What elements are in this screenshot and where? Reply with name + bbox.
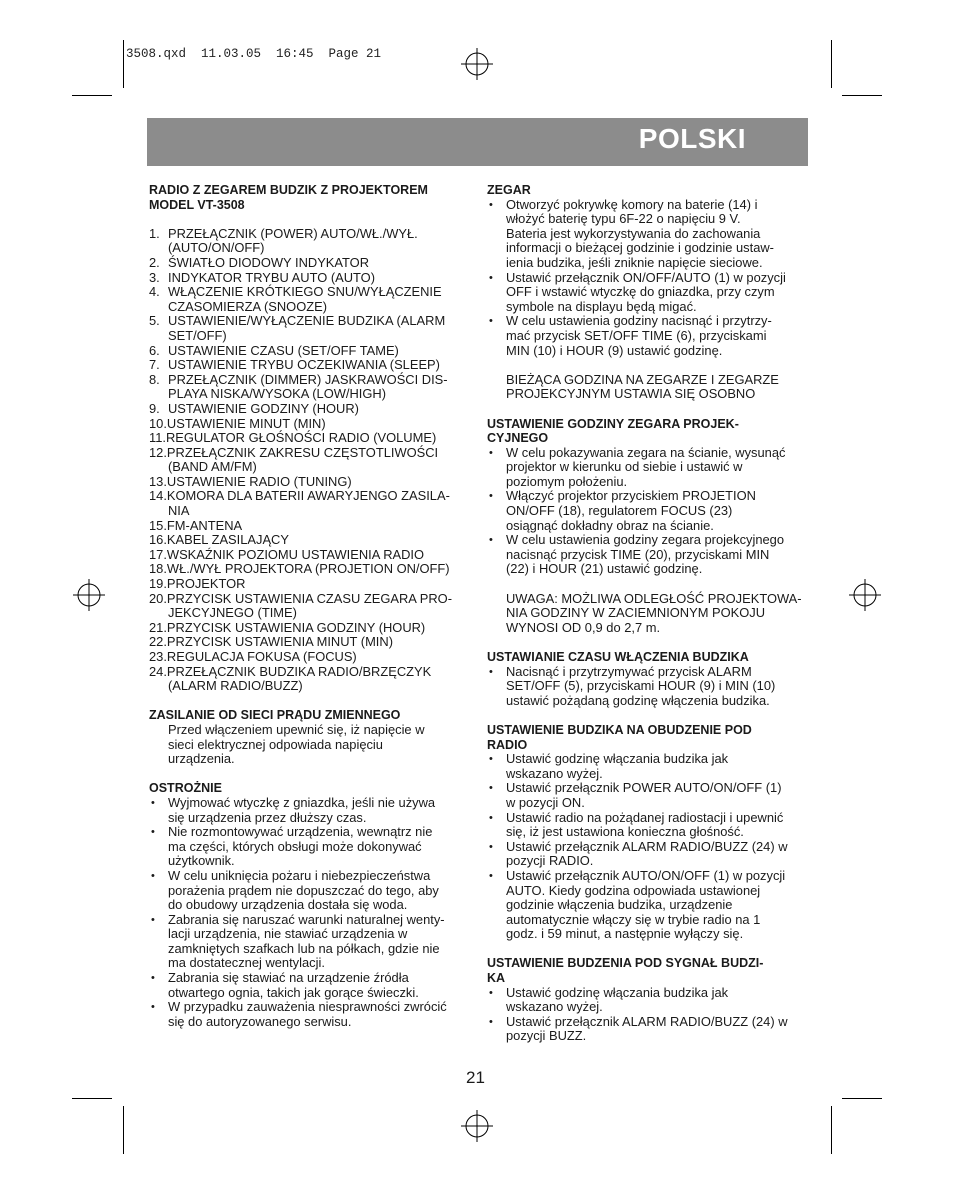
bullet-item: [487, 446, 807, 490]
bullet-item: [149, 1000, 467, 1029]
bullet-icon: •: [151, 913, 155, 926]
parts-item-text: PLAYA NISKA/WYSOKA (LOW/HIGH): [168, 386, 386, 402]
parts-list-item: [149, 489, 467, 518]
bullet-item: [149, 796, 467, 825]
bullet-item: [487, 533, 807, 577]
bullet-icon: •: [489, 271, 493, 284]
bullet-text: godz. i 59 minut, a następnie wyłączy się.: [506, 926, 744, 942]
section-heading: [487, 956, 807, 985]
bullet-text: porażenia prądem nie dopuszczać do tego, aby: [168, 882, 439, 898]
parts-list-item: [149, 548, 467, 563]
parts-item-text: ŚWIATŁO DIODOWY INDYKATOR: [168, 254, 370, 270]
bullet-text: projektor w kierunku od siebie i ustawić w: [506, 459, 743, 475]
bullet-item: [487, 314, 807, 358]
clock-note-text: BIEŻĄCA GODZINA NA ZEGARZE I ZEGARZE: [506, 371, 779, 387]
parts-list-item: [149, 256, 467, 271]
parts-list-item: [149, 533, 467, 548]
bullet-text: Ustawić przełącznik AUTO/ON/OFF (1) w pozycji: [506, 867, 786, 883]
crop-mark: [72, 95, 112, 96]
parts-item-text: 17.WSKAŹNIK POZIOMU USTAWIENIA RADIO: [149, 546, 425, 562]
parts-item-text: SET/OFF): [168, 327, 227, 343]
bullet-item: [487, 1015, 807, 1044]
bullet-text: symbole na displayu będą migać.: [506, 298, 697, 314]
parts-list-item: [149, 373, 467, 402]
parts-list-item: [149, 344, 467, 359]
bullet-text: W celu uniknięcia pożaru i niebezpieczeństwa: [168, 867, 431, 883]
parts-item-number: 8.: [149, 371, 160, 387]
parts-item-number: 4.: [149, 284, 160, 300]
bullet-text: wskazano wyżej.: [506, 765, 603, 781]
bullet-text: w pozycji ON.: [506, 794, 585, 810]
parts-list-item: [149, 417, 467, 432]
bullet-icon: •: [489, 1015, 493, 1028]
parts-item-text: 12.PRZEŁĄCZNIK ZAKRESU CZĘSTOTLIWOŚCI: [149, 444, 439, 460]
crop-mark: [123, 1106, 124, 1154]
crop-mark: [72, 1098, 112, 1099]
crop-mark: [842, 95, 882, 96]
bullet-text: W celu pokazywania zegara na ścianie, wysunąć: [506, 444, 786, 460]
bullet-item: [487, 869, 807, 942]
bullet-text: AUTO. Kiedy godzina odpowiada ustawionej: [506, 882, 761, 898]
bullet-icon: •: [489, 869, 493, 882]
bullet-text: pozycji BUZZ.: [506, 1028, 587, 1044]
parts-item-text: 10.USTAWIENIE MINUT (MIN): [149, 415, 326, 431]
bullet-text: Nie rozmontowywać urządzenia, wewnątrz nie: [168, 824, 433, 840]
section-heading: USTAWIANIE CZASU WŁĄCZENIA BUDZIKA: [487, 650, 749, 664]
projection-list: [487, 446, 807, 577]
registration-mark-icon: [461, 48, 493, 80]
parts-list-item: [149, 446, 467, 475]
bullet-text: poziomym położeniu.: [506, 473, 628, 489]
bullet-text: ustawić pożądaną godzinę włączenia budzika.: [506, 692, 770, 708]
parts-item-text: 18.WŁ./WYŁ PROJEKTORA (PROJETION ON/OFF): [149, 561, 450, 577]
bullet-text: wskazano wyżej.: [506, 999, 603, 1015]
bullet-icon: •: [151, 972, 155, 985]
bullet-text: się, iż jest ustawiona konieczna głośność.: [506, 824, 744, 840]
bullet-text: Włączyć projektor przyciskiem PROJETION: [506, 488, 756, 504]
parts-list-item: [149, 285, 467, 314]
bullet-text: nacisnąć przycisk TIME (20), przyciskami MIN: [506, 546, 770, 562]
radio-alarm-list: [487, 752, 807, 942]
left-column: [149, 183, 467, 1029]
alarm-list: [487, 665, 807, 709]
bullet-item: [487, 811, 807, 840]
bullet-item: [487, 840, 807, 869]
bullet-text: informacji o bieżącej godzinie i godzinie ustaw-: [506, 240, 774, 256]
parts-item-text: USTAWIENIE TRYBU OCZEKIWANIA (SLEEP): [168, 357, 440, 373]
bullet-text: godzinie włączenia budzika, urządzenie: [506, 897, 733, 913]
parts-item-text: PRZEŁĄCZNIK (DIMMER) JASKRAWOŚCI DIS-: [168, 371, 448, 387]
bullet-icon: •: [489, 446, 493, 459]
bullet-icon: •: [489, 665, 493, 678]
crop-mark: [123, 40, 124, 88]
product-title: RADIO Z ZEGAREM BUDZIK Z PROJEKTOREM: [149, 183, 428, 197]
parts-item-text: NIA: [168, 503, 190, 519]
parts-item-text: INDYKATOR TRYBU AUTO (AUTO): [168, 269, 376, 285]
parts-item-text: (BAND AM/FM): [168, 459, 257, 475]
parts-item-text: 15.FM-ANTENA: [149, 517, 243, 533]
bullet-text: do obudowy urządzenia dostała się woda.: [168, 897, 408, 913]
bullet-text: Ustawić przełącznik ALARM RADIO/BUZZ (24) w: [506, 1013, 788, 1029]
bullet-text: Ustawić przełącznik POWER AUTO/ON/OFF (1): [506, 780, 782, 796]
clock-note: [487, 373, 807, 402]
parts-list-item: [149, 621, 467, 636]
heading-line: RADIO: [487, 737, 528, 752]
parts-list-item: [149, 635, 467, 650]
bullet-text: Wyjmować wtyczkę z gniazdka, jeśli nie używa: [168, 794, 436, 810]
bullet-text: (22) i HOUR (21) ustawić godzinę.: [506, 561, 703, 577]
bullet-item: [149, 913, 467, 971]
registration-mark-icon: [73, 579, 105, 611]
power-note-text: sieci elektrycznej odpowiada napięciu: [168, 736, 383, 752]
bullet-text: automatycznie włączy się w trybie radio na 1: [506, 911, 761, 927]
parts-item-text: 23.REGULACJA FOKUSA (FOCUS): [149, 649, 357, 664]
parts-list-item: [149, 562, 467, 577]
bullet-text: pozycji RADIO.: [506, 853, 594, 869]
bullet-icon: •: [489, 534, 493, 547]
bullet-icon: •: [489, 986, 493, 999]
bullet-text: Zabrania się naruszać warunki naturalnej wenty-: [168, 911, 445, 927]
crop-mark: [831, 40, 832, 88]
bullet-icon: •: [151, 796, 155, 809]
bullet-text: Ustawić przełącznik ON/OFF/AUTO (1) w pozycji: [506, 269, 786, 285]
bullet-text: ma dostatecznej wentylacji.: [168, 955, 325, 971]
bullet-text: osiągnąć dokładny obraz na ścianie.: [506, 517, 714, 533]
section-heading: [487, 417, 807, 446]
parts-item-text: 14.KOMORA DLA BATERII AWARYJENGO ZASILA-: [149, 488, 450, 504]
parts-item-number: 9.: [149, 400, 160, 416]
parts-list-item: [149, 475, 467, 490]
parts-item-text: (ALARM RADIO/BUZZ): [168, 678, 303, 694]
parts-item-text: (AUTO/ON/OFF): [168, 240, 265, 256]
bullet-text: otwartego ognia, takich jak gorące świeczki.: [168, 984, 419, 1000]
crop-mark: [842, 1098, 882, 1099]
registration-mark-icon: [461, 1110, 493, 1142]
parts-item-text: 21.PRZYCISK USTAWIENIA GODZINY (HOUR): [149, 619, 426, 635]
bullet-text: Bateria jest wykorzystywania do zachowania: [506, 225, 761, 241]
bullet-text: Otworzyć pokrywkę komory na baterie (14) i: [506, 196, 758, 212]
projection-note: [487, 592, 807, 636]
right-column: [487, 183, 807, 1044]
parts-item-text: USTAWIENIE CZASU (SET/OFF TAME): [168, 342, 399, 358]
bullet-item: [487, 986, 807, 1015]
bullet-icon: •: [489, 315, 493, 328]
banner-title: POLSKI: [638, 123, 746, 154]
parts-list-item: [149, 271, 467, 286]
bullet-text: się do autoryzowanego serwisu.: [168, 1013, 352, 1029]
print-slug: 3508.qxd 11.03.05 16:45 Page 21: [126, 47, 382, 61]
caution-list: [149, 796, 467, 1030]
bullet-item: [487, 271, 807, 315]
registration-mark-icon: [849, 579, 881, 611]
parts-list-item: [149, 358, 467, 373]
parts-list-item: [149, 431, 467, 446]
section-heading: OSTROŻNIE: [149, 781, 222, 796]
bullet-text: MIN (10) i HOUR (9) ustawić godzinę.: [506, 342, 723, 358]
bullet-text: ON/OFF (18), regulatorem FOCUS (23): [506, 503, 733, 519]
bullet-text: mać przycisk SET/OFF TIME (6), przyciskami: [506, 327, 767, 343]
bullet-icon: •: [489, 753, 493, 766]
bullet-item: [487, 489, 807, 533]
parts-list-item: [149, 227, 467, 256]
parts-item-number: 3.: [149, 269, 160, 285]
projection-note-text: NIA GODZINY W ZACIEMNIONYM POKOJU: [506, 605, 766, 621]
projection-note-text: UWAGA: MOŻLIWA ODLEGŁOŚĆ PROJEKTOWA-: [506, 590, 802, 606]
parts-item-text: CZASOMIERZA (SNOOZE): [168, 298, 327, 314]
bullet-text: Zabrania się stawiać na urządzenie źródła: [168, 970, 409, 986]
parts-list-item: [149, 402, 467, 417]
bullet-text: Ustawić godzinę włączania budzika jak: [506, 984, 729, 1000]
bullet-item: [487, 752, 807, 781]
bullet-text: Nacisnąć i przytrzymywać przycisk ALARM: [506, 663, 752, 679]
bullet-text: W przypadku zauważenia niesprawności zwrócić: [168, 999, 447, 1015]
bullet-text: się urządzenia przez dłuższy czas.: [168, 809, 367, 825]
bullet-icon: •: [151, 1001, 155, 1014]
bullet-text: Ustawić radio na pożądanej radiostacji i upewnić: [506, 809, 784, 825]
bullet-icon: •: [151, 826, 155, 839]
bullet-item: [487, 198, 807, 271]
parts-item-number: 7.: [149, 357, 160, 373]
power-note: [149, 723, 467, 767]
bullet-item: [487, 665, 807, 709]
bullet-text: W celu ustawienia godziny zegara projekcyjnego: [506, 532, 785, 548]
bullet-item: [149, 971, 467, 1000]
bullet-text: W celu ustawienia godziny nacisnąć i przytrzy-: [506, 313, 772, 329]
parts-item-text: 11.REGULATOR GŁOŚNOŚCI RADIO (VOLUME): [149, 430, 437, 446]
bullet-icon: •: [489, 811, 493, 824]
parts-item-text: USTAWIENIE/WYŁĄCZENIE BUDZIKA (ALARM: [168, 313, 446, 329]
bullet-item: [149, 825, 467, 869]
parts-list-item: [149, 519, 467, 534]
language-banner: [147, 118, 808, 166]
parts-list-item: [149, 314, 467, 343]
parts-list-item: [149, 665, 467, 694]
parts-item-text: 24.PRZEŁĄCZNIK BUDZIKA RADIO/BRZĘCZYK: [149, 663, 432, 679]
heading-line: USTAWIENIE BUDZIKA NA OBUDZENIE POD: [487, 722, 752, 737]
bullet-icon: •: [489, 198, 493, 211]
heading-line: KA: [487, 971, 506, 986]
bullet-text: użytkownik.: [168, 853, 235, 869]
power-note-text: urządzenia.: [168, 751, 235, 767]
parts-item-number: 2.: [149, 254, 160, 270]
bullet-icon: •: [151, 869, 155, 882]
buzz-alarm-list: [487, 986, 807, 1044]
power-note-text: Przed włączeniem upewnić się, iż napięcie w: [168, 721, 425, 737]
heading-line: USTAWIENIE BUDZENIA POD SYGNAŁ BUDZI-: [487, 956, 764, 971]
parts-item-number: 1.: [149, 225, 160, 241]
parts-list: [149, 227, 467, 694]
parts-list-item: [149, 577, 467, 592]
crop-mark: [831, 1106, 832, 1154]
section-heading: [487, 723, 807, 752]
parts-item-text: JEKCYJNEGO (TIME): [168, 605, 297, 621]
parts-item-text: 19.PROJEKTOR: [149, 576, 246, 592]
bullet-text: OFF i wstawić wtyczkę do gniazdka, przy czym: [506, 284, 775, 300]
parts-item-text: 16.KABEL ZASILAJĄCY: [149, 532, 289, 548]
bullet-text: włożyć baterię typu 6F-22 o napięciu 9 V.: [506, 211, 741, 227]
bullet-text: Ustawić godzinę włączania budzika jak: [506, 751, 729, 767]
parts-item-text: PRZEŁĄCZNIK (POWER) AUTO/WŁ./WYŁ.: [168, 225, 418, 241]
section-heading: ZASILANIE OD SIECI PRĄDU ZMIENNEGO: [149, 708, 401, 723]
clock-note-text: PROJEKCYJNYM USTAWIA SIĘ OSOBNO: [506, 386, 756, 402]
clock-list: [487, 198, 807, 359]
parts-item-text: 22.PRZYCISK USTAWIENIA MINUT (MIN): [149, 634, 393, 650]
section-heading: ZEGAR: [487, 183, 531, 197]
bullet-icon: •: [489, 840, 493, 853]
bullet-item: [149, 869, 467, 913]
bullet-text: ma części, których obsługi może dokonywać: [168, 838, 422, 854]
bullet-text: zamkniętych szafkach lub na półkach, gdzie nie: [168, 940, 440, 956]
parts-item-number: 6.: [149, 342, 160, 358]
heading-line: USTAWIENIE GODZINY ZEGARA PROJEK-: [487, 416, 739, 431]
bullet-text: SET/OFF (5), przyciskami HOUR (9) i MIN (10): [506, 678, 776, 694]
bullet-text: Ustawić przełącznik ALARM RADIO/BUZZ (24) w: [506, 838, 788, 854]
parts-item-number: 5.: [149, 313, 160, 329]
model-title: MODEL VT-3508: [149, 197, 245, 212]
parts-list-item: [149, 650, 467, 665]
projection-note-text: WYNOSI OD 0,9 do 2,7 m.: [506, 619, 661, 635]
page-number: 21: [466, 1068, 485, 1087]
parts-item-text: WŁĄCZENIE KRÓTKIEGO SNU/WYŁĄCZENIE: [168, 284, 442, 300]
bullet-text: ienia budzika, jeśli zniknie napięcie sieciowe.: [506, 254, 763, 270]
bullet-icon: •: [489, 782, 493, 795]
parts-item-text: USTAWIENIE GODZINY (HOUR): [168, 400, 359, 416]
parts-item-text: 13.USTAWIENIE RADIO (TUNING): [149, 473, 352, 489]
bullet-text: lacji urządzenia, nie stawiać urządzenia w: [168, 926, 408, 942]
parts-item-text: 20.PRZYCISK USTAWIENIA CZASU ZEGARA PRO-: [149, 590, 452, 606]
bullet-item: [487, 781, 807, 810]
heading-line: CYJNEGO: [487, 431, 549, 446]
parts-list-item: [149, 592, 467, 621]
bullet-icon: •: [489, 490, 493, 503]
